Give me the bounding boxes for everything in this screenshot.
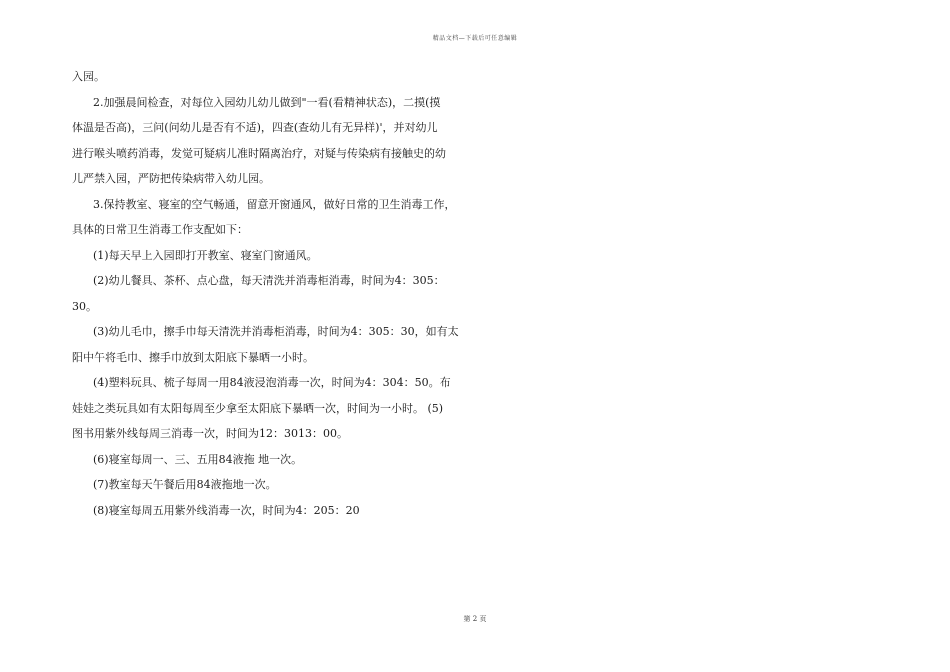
text-line: (2)幼儿餐具、茶杯、点心盘，每天清洗并消毒柜消毒，时间为4：305： <box>93 274 445 287</box>
text-line: (3)幼儿毛巾，擦手巾每天清洗并消毒柜消毒，时间为4：305：30，如有太 <box>93 325 459 338</box>
text-line: (7)教室每天午餐后用84液拖地一次。 <box>93 478 277 491</box>
text-line: 体温是否高)，三问(问幼儿是否有不适)，四查(查幼儿有无异样)'，并对幼儿 <box>72 121 438 134</box>
text-line: (6)寝室每周一、三、五用84液拖 地一次。 <box>93 452 303 466</box>
text-line: 具体的日常卫生消毒工作支配如下： <box>72 223 248 236</box>
page-header: 精品文档—下载后可任意编辑 <box>432 35 518 42</box>
text-line: 3.保持教室、寝室的空气畅通，留意开窗通风，做好日常的卫生消毒工作， <box>93 197 456 211</box>
text-line: 图书用紫外线每周三消毒一次，时间为12：3013：00。 <box>72 427 348 440</box>
text-line: 娃娃之类玩具如有太阳每周至少拿至太阳底下暴晒一次，时间为一小时。 (5) <box>72 401 444 415</box>
text-line: 30。 <box>72 299 97 313</box>
text-line: 儿严禁入园，严防把传染病带入幼儿园。 <box>72 172 270 185</box>
text-line: 2.加强晨间检查，对每位入园幼儿幼儿做到"一看(看精神状态)，二摸(摸 <box>93 95 441 109</box>
text-line: (4)塑料玩具、梳子每周一用84液浸泡消毒一次，时间为4：304：50。布 <box>93 376 451 389</box>
text-line: (1)每天早上入园即打开教室、寝室门窗通风。 <box>93 248 318 262</box>
document-body <box>72 64 472 523</box>
page-number: 第 2 页 <box>463 615 487 623</box>
text-line: (8)寝室每周五用紫外线消毒一次，时间为4：205：20 <box>93 503 360 517</box>
text-line: 入园。 <box>72 70 105 83</box>
text-line: 进行喉头喷药消毒，发觉可疑病儿准时隔离治疗，对疑与传染病有接触史的幼 <box>72 146 446 160</box>
text-line: 阳中午将毛巾、擦手巾放到太阳底下暴晒一小时。 <box>72 350 314 364</box>
